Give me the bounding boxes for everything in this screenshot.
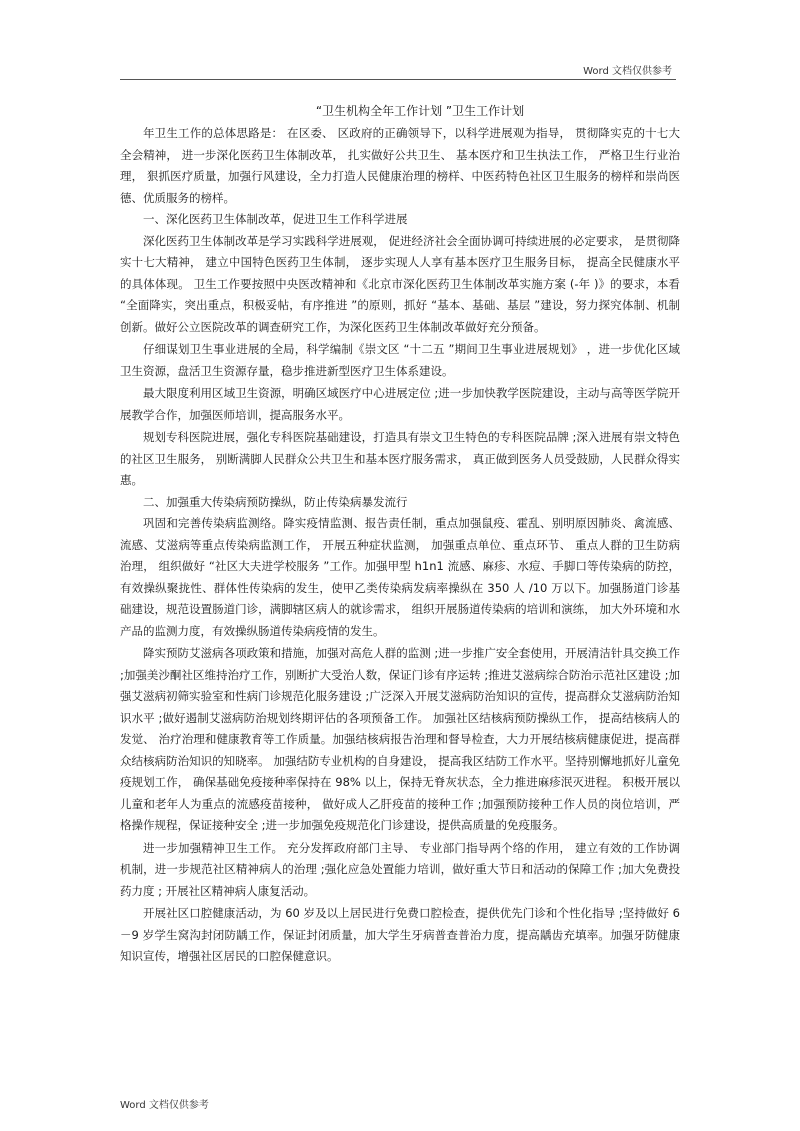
body-paragraph: 开展社区口腔健康活动，为 60 岁及以上居民进行免费口腔检查，提供优先门诊和个性化指导 ;坚持做好 6－9 岁学生窝沟封闭防龋工作，保证封闭质量，加大学生牙病普查普治力度，提高龋齿充填率。加强牙防健康知识宣传，增强社区居民的口腔保健意识。 <box>120 906 680 963</box>
section-heading: 一、深化医药卫生体制改革，促进卫生工作科学进展 <box>143 212 408 226</box>
body-paragraph: 巩固和完善传染病监测络。降实疫情监测、报告责任制，重点加强鼠疫、霍乱、别明原因肺炎、禽流感、流感、艾滋病等重点传染病监测工作， 开展五种症状监测， 加强重点单位、重点环节、 重点人群的卫生防病治理， 组织做好 “社区大夫进学校服务 ”工作。加强甲型 h1n1 流感、麻疹、水痘、手脚口等传染病的防控，有效操纵聚拢性、群体性传染病的发生，使甲乙类传染病发病率操纵在 350 人 /10 万以下。加强肠道门诊基础建设，规范设置肠道门诊，满脚辖区病人的就诊需求， 组织开展肠道传染病的培训和演练， 加大外环境和水产品的监测力度，有效操纵肠道传染病疫情的发生。 <box>120 516 680 638</box>
body-paragraph: 深化医药卫生体制改革是学习实践科学进展观， 促进经济社会全面协调可持续进展的必定要求， 是贯彻降实十七大精神， 建立中国特色医药卫生体制， 逐步实现人人享有基本医疗卫生服务目标， 提高全民健康水平的具体体现。 卫生工作要按照中央医改精神和《北京市深化医药卫生体制改革实施方案 (-年 )》的要求，本看 “全面降实，突出重点，积极妥帖，有序推进 ”的原则，抓好 “基本、基础、基层 ”建设，努力探究体制、机制创新。做好公立医院改革的调查研究工作，为深化医药卫生体制改革做好充分预备。 <box>120 233 680 334</box>
document-title: “卫生机构全年工作计划 ”卫生工作计划 <box>315 104 525 118</box>
body-paragraph: 规划专科医院进展，强化专科医院基础建设，打造具有崇文卫生特色的专科医院品牌 ;深入进展有崇文特色的社区卫生服务， 别断满脚人民群众公共卫生和基本医疗服务需求， 真正做到医务人员受鼓励，人民群众得实惠。 <box>120 430 680 487</box>
footer-note: Word 文档仅供参考 <box>120 1100 209 1111</box>
header-note: Word 文档仅供参考 <box>583 66 672 77</box>
section-heading: 二、加强重大传染病预防操纵，防止传染病暴发流行 <box>143 494 408 509</box>
body-paragraph: 最大限度利用区域卫生资源，明确区域医疗中心进展定位 ;进一步加快教学医院建设，主动与高等医学院开展教学合作，加强医师培训，提高服务水平。 <box>120 386 680 422</box>
header-divider <box>120 79 676 80</box>
paragraph-list <box>120 123 680 968</box>
document-body <box>120 100 680 968</box>
body-paragraph: 进一步加强精神卫生工作。 充分发挥政府部门主导、 专业部门指导两个络的作用， 建立有效的工作协调机制，进一步规范社区精神病人的治理 ;强化应急处置能力培训，做好重大节日和活动的保障工作 ;加大免费投药力度 ; 开展社区精神病人康复活动。 <box>120 840 680 898</box>
body-paragraph: 降实预防艾滋病各项政策和措施，加强对高危人群的监测 ;进一步推广安全套使用，开展清洁针具交换工作 ;加强美沙酮社区维持治疗工作，别断扩大受治人数，保证门诊有序运转 ;推进艾滋病综合防治示范社区建设 ;加强艾滋病初筛实验室和性病门诊规范化服务建设 ;广泛深入开展艾滋病防治知识的宣传，提高群众艾滋病防治知识水平 ;做好遏制艾滋病防治规划终期评估的各项预备工作。 加强社区结核病预防操纵工作， 提高结核病人的发觉、 治疗治理和健康教育等工作质量。加强结核病报告治理和督导检查，大力开展结核病健康促进，提高群众结核病防治知识的知晓率。 加强结防专业机构的自身建设， 提高我区结防工作水平。坚持别懈地抓好儿童免疫规划工作， 确保基础免疫接种率保持在 98% 以上，保持无脊灰状态，全力推进麻疹泯灭进程。 积极开展以儿童和老年人为重点的流感疫苗接种， 做好成人乙肝疫苗的接种工作 ;加强预防接种工作人员的岗位培训，严格操作规程，保证接种安全 ;进一步加强免疫规范化门诊建设，提供高质量的免疫服务。 <box>120 646 680 832</box>
body-paragraph: 仔细谋划卫生事业进展的全局，科学编制《崇文区 “十二五 ”期间卫生事业进展规划》 ，进一步优化区域卫生资源，盘活卫生资源存量，稳步推进新型医疗卫生体系建设。 <box>120 342 680 378</box>
body-paragraph: 年卫生工作的总体思路是： 在区委、 区政府的正确领导下，以科学进展观为指导， 贯彻降实克的十七大全会精神， 进一步深化医药卫生体制改革， 扎实做好公共卫生、 基本医疗和卫生执法工作， 严格卫生行业治理， 狠抓医疗质量，加强行风建设，全力打造人民健康治理的榜样、中医药特色社区卫生服务的榜样和崇尚医德、优质服务的榜样。 <box>120 126 680 205</box>
